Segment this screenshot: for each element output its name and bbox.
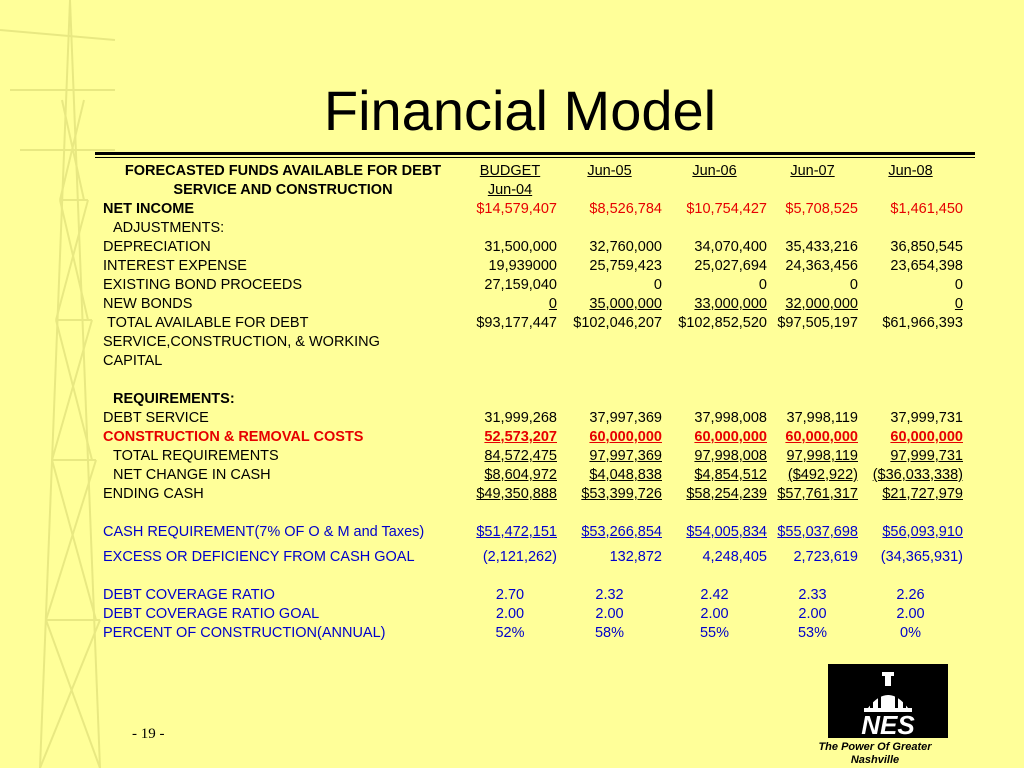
table-cell: 33,000,000 [694, 296, 767, 312]
table-cell: 132,872 [609, 549, 662, 565]
table-cell: 2.33 [798, 587, 827, 603]
table-cell: 37,998,008 [694, 410, 767, 426]
table-cell: $55,037,698 [777, 524, 858, 540]
table-cell: 2.00 [798, 606, 827, 622]
row-label: INTEREST EXPENSE [103, 258, 247, 274]
table-cell: 60,000,000 [589, 429, 662, 445]
table-cell: 19,939000 [488, 258, 557, 274]
table-cell: $102,046,207 [573, 315, 662, 331]
table-cell: $53,266,854 [581, 524, 662, 540]
table-cell: 27,159,040 [484, 277, 557, 293]
table-row [103, 586, 963, 605]
table-cell: 25,027,694 [694, 258, 767, 274]
table-cell: 58% [594, 625, 625, 641]
table-cell: 97,998,119 [786, 448, 858, 464]
page-number: - 19 - [132, 726, 165, 742]
table-cell: $58,254,239 [686, 486, 767, 502]
table-cell: $4,048,838 [589, 467, 662, 483]
table-cell: 53% [797, 625, 828, 641]
table-row [103, 219, 963, 238]
table-row [103, 605, 963, 624]
table-cell: 32,760,000 [589, 239, 662, 255]
row-label: NEW BONDS [103, 296, 193, 312]
table-row [103, 276, 963, 295]
col-header-budget-sub: Jun-04 [487, 182, 533, 198]
row-label-cont: CAPITAL [103, 353, 163, 369]
table-cell: (34,365,931) [880, 549, 963, 565]
financial-table [103, 162, 963, 643]
table-cell: 2,723,619 [793, 549, 858, 565]
table-row [103, 447, 963, 466]
table-row [103, 238, 963, 257]
table-cell: 97,999,731 [890, 448, 963, 464]
table-row [103, 624, 963, 643]
row-label: TOTAL AVAILABLE FOR DEBT [107, 315, 309, 331]
table-cell: $4,854,512 [694, 467, 767, 483]
table-header-row [103, 162, 963, 181]
row-label: PERCENT OF CONSTRUCTION(ANNUAL) [103, 625, 386, 641]
table-cell: $8,604,972 [484, 467, 557, 483]
table-cell: 35,433,216 [785, 239, 858, 255]
table-row [103, 485, 963, 504]
table-cell: 31,999,268 [484, 410, 557, 426]
table-row [103, 295, 963, 314]
table-cell: 24,363,456 [785, 258, 858, 274]
table-cell: 60,000,000 [694, 429, 767, 445]
table-cell: 97,997,369 [589, 448, 662, 464]
table-cell: 2.26 [896, 587, 925, 603]
title-divider-thin [95, 157, 975, 158]
table-cell: 2.70 [495, 587, 525, 603]
table-cell: 4,248,405 [702, 549, 767, 565]
table-cell: 34,070,400 [694, 239, 767, 255]
table-cell: 25,759,423 [589, 258, 662, 274]
table-cell: 0 [954, 296, 963, 312]
table-cell: 2.00 [896, 606, 925, 622]
table-cell: 0 [653, 277, 662, 293]
table-row [103, 428, 963, 447]
section-label: REQUIREMENTS: [113, 391, 235, 407]
table-row [103, 409, 963, 428]
row-label-cont: SERVICE,CONSTRUCTION, & WORKING [103, 334, 380, 350]
table-cell: $97,505,197 [777, 315, 858, 331]
table-cell: $57,761,317 [777, 486, 858, 502]
table-row [103, 314, 963, 333]
building-dome-icon [828, 664, 948, 738]
table-cell: 36,850,545 [890, 239, 963, 255]
table-cell: 2.00 [700, 606, 729, 622]
table-cell: $102,852,520 [678, 315, 767, 331]
table-cell: 35,000,000 [589, 296, 662, 312]
row-label: DEBT COVERAGE RATIO GOAL [103, 606, 320, 622]
table-cell: 55% [699, 625, 730, 641]
table-cell: 2.00 [595, 606, 624, 622]
table-cell: $21,727,979 [882, 486, 963, 502]
table-cell: 52,573,207 [484, 429, 557, 445]
table-row [103, 200, 963, 219]
table-cell: $61,966,393 [882, 315, 963, 331]
table-cell: 31,500,000 [484, 239, 557, 255]
row-label: NET INCOME [103, 201, 195, 217]
table-cell: $14,579,407 [476, 201, 557, 217]
col-header-jun05: Jun-05 [587, 163, 632, 179]
nes-logo [828, 664, 948, 738]
title-divider-thick [95, 152, 975, 155]
table-cell: ($36,033,338) [872, 467, 963, 483]
table-cell: $5,708,525 [785, 201, 858, 217]
row-label: DEBT COVERAGE RATIO [103, 587, 275, 603]
table-cell: 0 [758, 277, 767, 293]
table-cell: 37,997,369 [589, 410, 662, 426]
table-cell: (2,121,262) [482, 549, 557, 565]
page-title: Financial Model [323, 79, 717, 142]
table-row [103, 466, 963, 485]
row-label: EXCESS OR DEFICIENCY FROM CASH GOAL [103, 549, 415, 565]
table-cell: 97,998,008 [694, 448, 767, 464]
table-cell: $93,177,447 [476, 315, 557, 331]
table-cell: $1,461,450 [890, 201, 963, 217]
table-row [103, 352, 963, 371]
row-label: EXISTING BOND PROCEEDS [103, 277, 303, 293]
table-cell: 37,998,119 [786, 410, 858, 426]
col-header-jun07: Jun-07 [790, 163, 835, 179]
row-label: DEBT SERVICE [103, 410, 209, 426]
table-cell: $54,005,834 [686, 524, 767, 540]
col-header-jun08: Jun-08 [888, 163, 933, 179]
table-cell: 52% [495, 625, 525, 641]
row-label: CONSTRUCTION & REMOVAL COSTS [103, 429, 364, 445]
table-cell: 0% [900, 625, 921, 641]
row-label: CASH REQUIREMENT(7% OF O & M and Taxes) [103, 524, 425, 540]
table-row [103, 548, 963, 567]
row-label: DEPRECIATION [103, 239, 211, 255]
row-label: NET CHANGE IN CASH [113, 467, 271, 483]
table-cell: 32,000,000 [785, 296, 858, 312]
table-cell: $56,093,910 [882, 524, 963, 540]
table-cell: 84,572,475 [484, 448, 557, 464]
table-cell: 2.00 [495, 606, 525, 622]
table-cell: 60,000,000 [785, 429, 858, 445]
col-header-budget: BUDGET [479, 163, 541, 179]
table-row [103, 523, 963, 542]
table-cell: 37,999,731 [890, 410, 963, 426]
table-cell: $8,526,784 [589, 201, 662, 217]
table-cell: 2.32 [595, 587, 624, 603]
table-cell: 0 [849, 277, 858, 293]
row-label: TOTAL REQUIREMENTS [113, 448, 279, 464]
logo-text: NES [861, 710, 915, 738]
table-cell: 0 [548, 296, 557, 312]
table-cell: $49,350,888 [476, 486, 557, 502]
table-cell: $10,754,427 [686, 201, 767, 217]
table-row [103, 257, 963, 276]
table-row [103, 390, 963, 409]
table-cell: 60,000,000 [890, 429, 963, 445]
table-cell: ($492,922) [787, 467, 858, 483]
tagline: The Power Of Greater Nashville [818, 741, 932, 766]
table-header-label: FORECASTED FUNDS AVAILABLE FOR DEBT SERVICE AND CONSTRUCTION [124, 163, 442, 198]
table-row [103, 333, 963, 352]
table-cell: 2.42 [700, 587, 729, 603]
col-header-jun06: Jun-06 [692, 163, 737, 179]
row-label: ENDING CASH [103, 486, 204, 502]
table-cell: 0 [954, 277, 963, 293]
table-cell: $51,472,151 [476, 524, 557, 540]
table-cell: 23,654,398 [890, 258, 963, 274]
table-cell: $53,399,726 [581, 486, 662, 502]
row-label: ADJUSTMENTS: [113, 220, 225, 236]
